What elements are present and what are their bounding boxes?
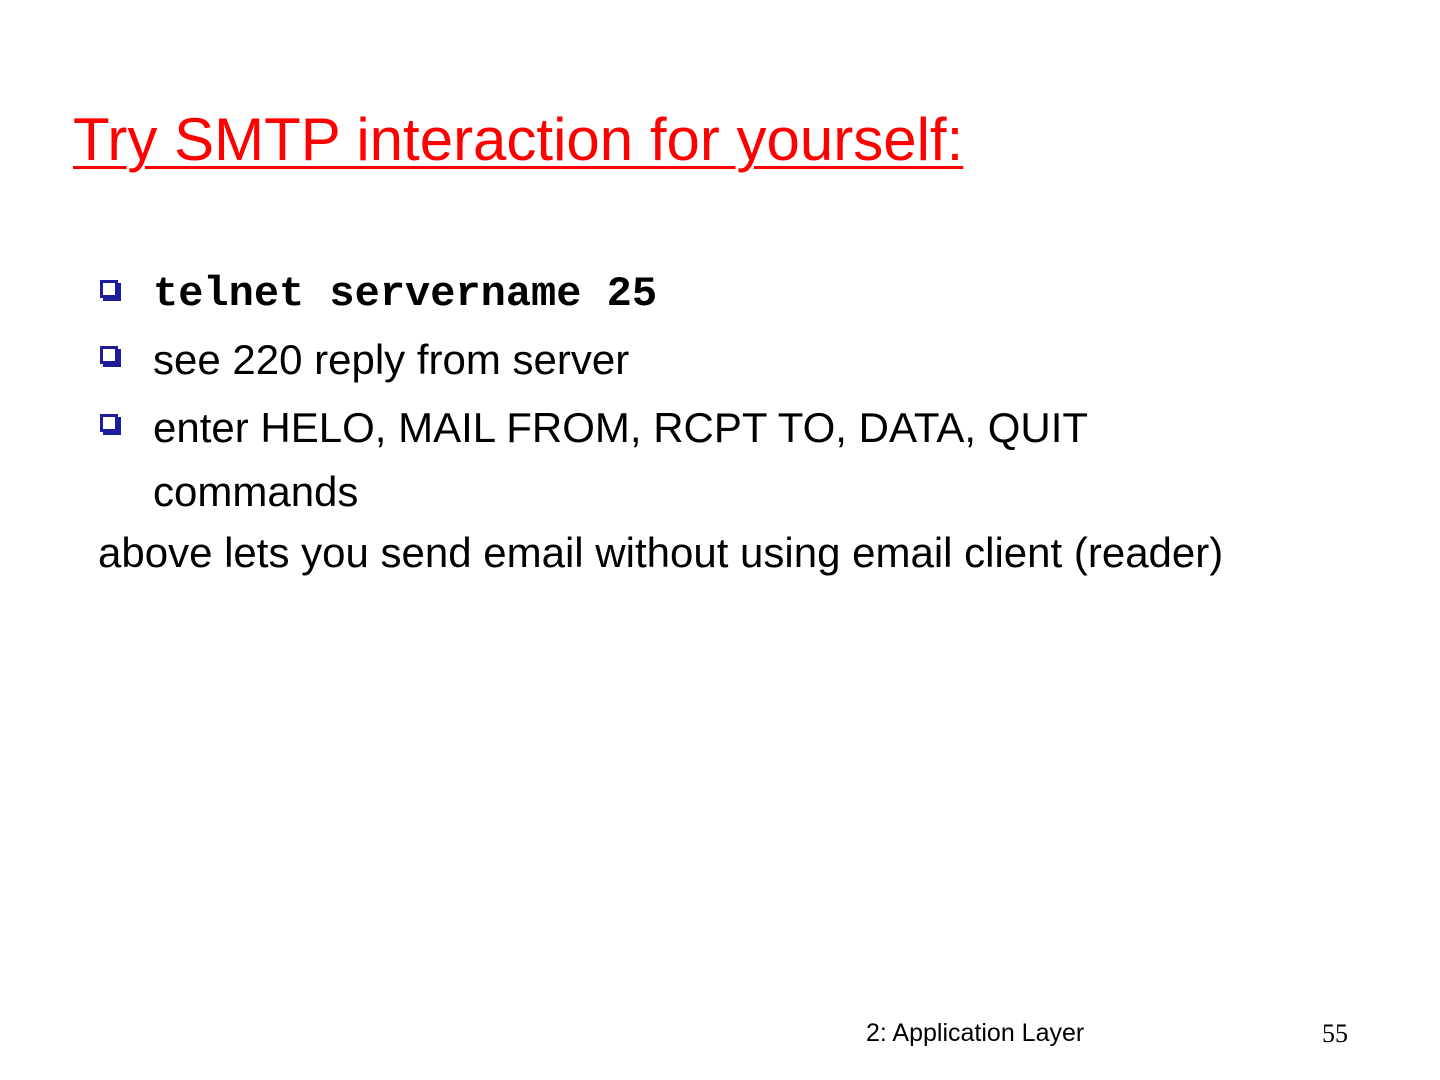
bullet-item-server-reply bbox=[98, 328, 1298, 392]
hollow-square-bullet-icon bbox=[100, 414, 118, 432]
bullet-item-telnet-command bbox=[98, 262, 1298, 326]
slide-title: Try SMTP interaction for yourself: bbox=[73, 106, 964, 173]
hollow-square-bullet-icon bbox=[100, 346, 118, 364]
page-number: 55 bbox=[1322, 1019, 1348, 1048]
bullet-text: see 220 reply from server bbox=[153, 336, 630, 383]
hollow-square-bullet-icon bbox=[100, 280, 118, 298]
bullet-text: telnet servername 25 bbox=[153, 270, 658, 318]
note-text: above lets you send email without using email client (reader) bbox=[98, 529, 1224, 576]
bullet-text: enter HELO, MAIL FROM, RCPT TO, DATA, QUIT commands bbox=[153, 404, 1088, 515]
note-paragraph bbox=[98, 524, 1298, 582]
footer-label: 2: Application Layer bbox=[866, 1019, 1085, 1047]
bullet-list bbox=[98, 262, 1298, 582]
bullet-item-smtp-commands bbox=[98, 396, 1298, 524]
